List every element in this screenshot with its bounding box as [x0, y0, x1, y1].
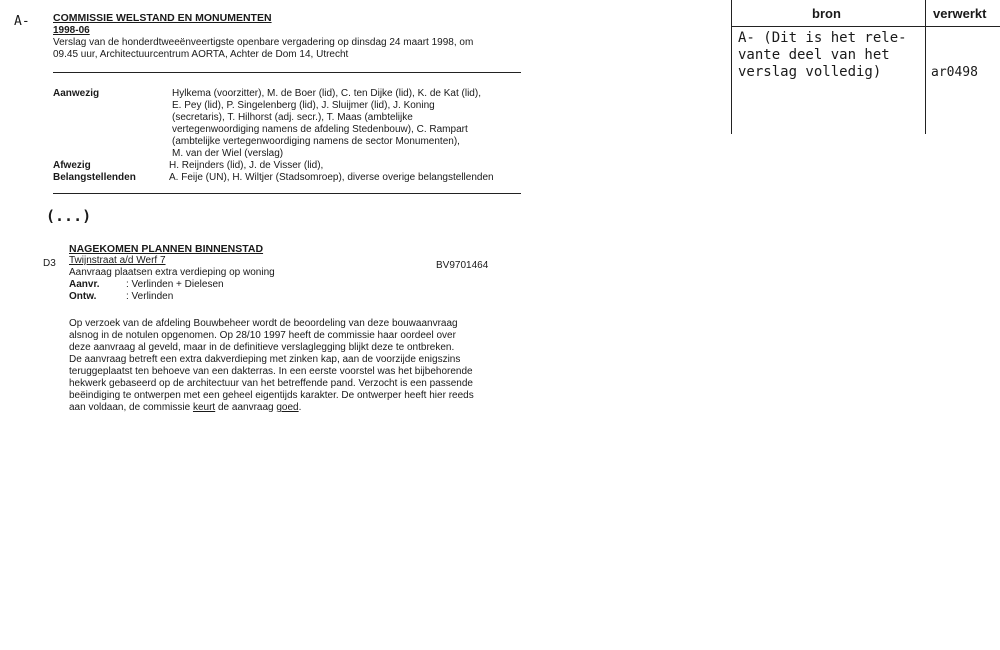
body-line: teruggeplaatst ten behoeve van een dakterras. In een eerste voorstel was het bijbehorende: [69, 366, 473, 377]
stakeholders-value: A. Feije (UN), H. Wiltjer (Stadsomroep), diverse overige belangstellenden: [169, 172, 494, 183]
column-header-verwerkt: verwerkt: [933, 6, 987, 21]
body-paragraph: [69, 318, 474, 414]
present-line: Hylkema (voorzitter), M. de Boer (lid), C. ten Dijke (lid), K. de Kat (lid),: [172, 88, 481, 99]
source-note-line: verslag volledig): [738, 64, 882, 80]
absent-label: Afwezig: [53, 160, 91, 171]
source-note-line: A- (Dit is het rele-: [738, 30, 907, 46]
last-line-text: aan voldaan, de commissie: [69, 402, 193, 413]
report-intro-line-1: Verslag van de honderdtweeënveertigste openbare vergadering op dinsdag 24 maart 1998, om: [53, 37, 474, 48]
last-line-text: .: [298, 402, 302, 413]
item-code: D3: [43, 258, 56, 269]
applicant-value: : Verlinden + Dielesen: [126, 279, 224, 290]
processed-code: ar0498: [931, 65, 978, 80]
present-list: [172, 88, 481, 160]
body-line: De aanvraag betreft een extra dakverdieping met zinken kap, aan de voorzijde enigszins: [69, 354, 461, 365]
table-column-divider: [925, 0, 926, 134]
body-line: beëindiging te ontwerpen met een geheel eigentijds karakter. De ontwerper heeft hier reeds: [69, 390, 474, 401]
absent-value: H. Reijnders (lid), J. de Visser (lid),: [169, 160, 324, 171]
designer-value: : Verlinden: [126, 291, 174, 302]
report-intro-line-2: 09.45 uur, Architectuurcentrum AORTA, Achter de Dom 14, Utrecht: [53, 49, 349, 60]
report-title: COMMISSIE WELSTAND EN MONUMENTEN: [53, 12, 272, 24]
ellipsis-mark: (...): [46, 207, 92, 225]
present-line: (secretaris), T. Hilhorst (adj. secr.), T. Maas (ambtelijke: [172, 112, 413, 123]
column-header-bron: bron: [812, 6, 841, 21]
present-line: E. Pey (lid), P. Singelenberg (lid), J. Sluijmer (lid), J. Koning: [172, 100, 435, 111]
source-note: [738, 30, 907, 81]
applicant-label: Aanvr.: [69, 279, 100, 290]
report-number: 1998-06: [53, 25, 90, 36]
source-note-line: vante deel van het: [738, 47, 890, 63]
section-heading: NAGEKOMEN PLANNEN BINNENSTAD: [69, 243, 264, 255]
item-request: Aanvraag plaatsen extra verdieping op woning: [69, 267, 275, 278]
header-divider: [53, 72, 521, 73]
body-line: Op verzoek van de afdeling Bouwbeheer wordt de beoordeling van deze bouwaanvraag: [69, 318, 458, 329]
last-line-text: de aanvraag: [215, 402, 277, 413]
item-reference: BV9701464: [436, 260, 489, 271]
designer-label: Ontw.: [69, 291, 97, 302]
table-header-divider: [731, 26, 1000, 27]
attendance-divider: [53, 193, 521, 194]
table-left-border: [731, 0, 732, 134]
stakeholders-label: Belangstellenden: [53, 172, 136, 183]
body-line: alsnog in de notulen opgenomen. Op 28/10 1997 heeft de commissie haar oordeel over: [69, 330, 456, 341]
item-address: Twijnstraat a/d Werf 7: [69, 255, 166, 266]
body-line: deze aanvraag al geveld, maar in de definitieve verslaglegging blijkt deze te ontbreken.: [69, 342, 455, 353]
present-line: M. van der Wiel (verslag): [172, 148, 284, 159]
body-line: hekwerk gebaseerd op de architectuur van het betreffende pand. Verzocht is een passende: [69, 378, 473, 389]
margin-mark: A-: [14, 14, 30, 29]
verdict-keurt: keurt: [192, 402, 216, 413]
present-label: Aanwezig: [53, 88, 100, 99]
verdict-goed: goed: [276, 402, 299, 413]
body-last-line: [69, 402, 474, 414]
present-line: vertegenwoordiging namens de afdeling Stedenbouw), C. Rampart: [172, 124, 468, 135]
present-line: (ambtelijke vertegenwoordiging namens de sector Monumenten),: [172, 136, 460, 147]
